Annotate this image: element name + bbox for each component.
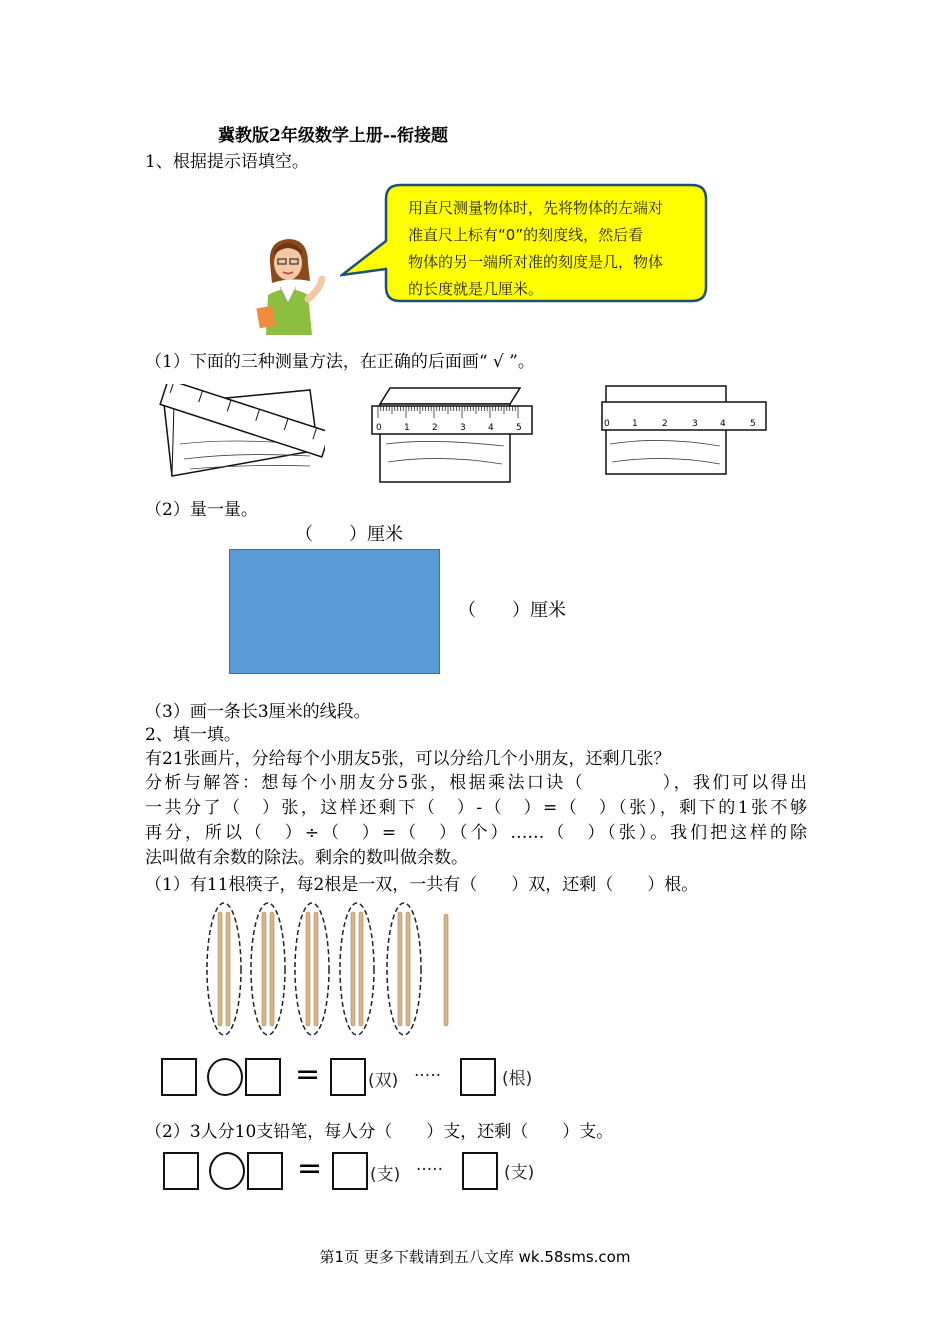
- operator-circle[interactable]: [207, 1058, 243, 1096]
- operator-circle[interactable]: [209, 1152, 245, 1190]
- analysis-line: 分析与解答：想每个小朋友分5张，根据乘法口诀（ ），我们可以得出: [145, 773, 807, 793]
- remainder-unit: (根): [502, 1069, 533, 1089]
- tick-label: 3: [692, 419, 698, 429]
- q2-sub2-text: （2）3人分10支铅笔，每人分（ ）支，还剩（ ）支。: [145, 1122, 614, 1142]
- chopstick: [314, 912, 318, 1026]
- measurement-correct: [600, 378, 770, 478]
- answer-box[interactable]: [161, 1058, 197, 1096]
- remainder-box[interactable]: [462, 1152, 498, 1190]
- tick-label: 4: [488, 423, 494, 433]
- teacher-illustration: [250, 233, 330, 335]
- answer-box[interactable]: [245, 1058, 281, 1096]
- bubble-line: 用直尺测量物体时，先将物体的左端对: [408, 199, 664, 217]
- remainder-box[interactable]: [460, 1058, 496, 1096]
- equals-sign: =: [297, 1151, 323, 1186]
- tick-label: 2: [662, 419, 668, 429]
- tick-label: 0: [376, 423, 382, 433]
- tick-label: 3: [460, 423, 466, 433]
- chopstick-single: [444, 914, 448, 1026]
- chopstick: [406, 912, 410, 1026]
- chopstick: [351, 912, 355, 1026]
- chopstick: [359, 912, 363, 1026]
- pair-circle: [340, 903, 374, 1035]
- side-length-label: （ ）厘米: [458, 600, 566, 621]
- page-title: 冀教版2年级数学上册--衔接题: [218, 126, 448, 146]
- chopsticks-illustration: [200, 900, 465, 1038]
- question-1-heading: 1、根据提示语填空。: [145, 152, 309, 172]
- chopstick: [262, 912, 266, 1026]
- blue-rectangle: [229, 549, 440, 674]
- remainder-unit: (支): [504, 1163, 535, 1183]
- q2-sub1-text: （1）有11根筷子，每2根是一双，一共有（ ）双，还剩（ ）根。: [145, 875, 699, 895]
- q2-analysis: [145, 771, 807, 871]
- bubble-text: [408, 195, 708, 303]
- chopstick: [270, 912, 274, 1026]
- analysis-line: 法叫做有余数的除法。剩余的数叫做余数。: [145, 848, 468, 868]
- tick-label: 1: [404, 423, 410, 433]
- q1-sub2-text: （2）量一量。: [145, 500, 258, 520]
- quotient-box[interactable]: [332, 1152, 368, 1190]
- answer-box[interactable]: [247, 1152, 283, 1190]
- chopstick: [218, 912, 222, 1026]
- tick-label: 4: [720, 419, 726, 429]
- q1-sub3-text: （3）画一条长3厘米的线段。: [145, 702, 371, 722]
- tick-label: 0: [604, 419, 610, 429]
- quotient-box[interactable]: [330, 1058, 366, 1096]
- remainder-dots: ·····: [416, 1160, 444, 1180]
- pair-circle: [251, 903, 285, 1035]
- bubble-line: 的长度就是几厘米。: [408, 280, 544, 298]
- tick-label: 2: [432, 423, 438, 433]
- q2-problem: 有21张画片，分给每个小朋友5张，可以分给几个小朋友，还剩几张？: [145, 749, 671, 769]
- chopstick: [226, 912, 230, 1026]
- pair-circle: [207, 903, 241, 1035]
- pair-circle: [387, 903, 421, 1035]
- bubble-line: 准直尺上标有“0”的刻度线，然后看: [408, 226, 644, 244]
- measurement-ruler-offset: [370, 384, 535, 484]
- chopstick: [398, 912, 402, 1026]
- bubble-line: 物体的另一端所对准的刻度是几，物体: [408, 253, 664, 271]
- question-2-heading: 2、填一填。: [145, 725, 241, 745]
- tick-label: 5: [516, 423, 522, 433]
- top-length-label: （ ）厘米: [295, 524, 403, 545]
- answer-box[interactable]: [163, 1152, 199, 1190]
- measurement-wrong-tilted: [150, 384, 325, 484]
- chopstick: [306, 912, 310, 1026]
- pair-circle: [295, 903, 329, 1035]
- quotient-unit: (双): [368, 1071, 399, 1091]
- page-footer: 第1页 更多下载请到五八文库 wk.58sms.com: [319, 1248, 631, 1266]
- quotient-unit: (支): [370, 1165, 401, 1185]
- tick-label: 1: [632, 419, 638, 429]
- analysis-line: 再分，所以（ ）÷（ ）=（ ）（个）……（ ）（张）。我们把这样的除: [145, 823, 807, 843]
- equals-sign: =: [295, 1057, 321, 1092]
- tick-label: 5: [750, 419, 756, 429]
- q1-sub1-text: （1）下面的三种测量方法，在正确的后面画“ √ ”。: [145, 352, 535, 372]
- analysis-line: 一共分了（ ）张，这样还剩下（ ）-（ ）=（ ）（张），剩下的1张不够: [145, 798, 807, 818]
- remainder-dots: ·····: [414, 1066, 442, 1086]
